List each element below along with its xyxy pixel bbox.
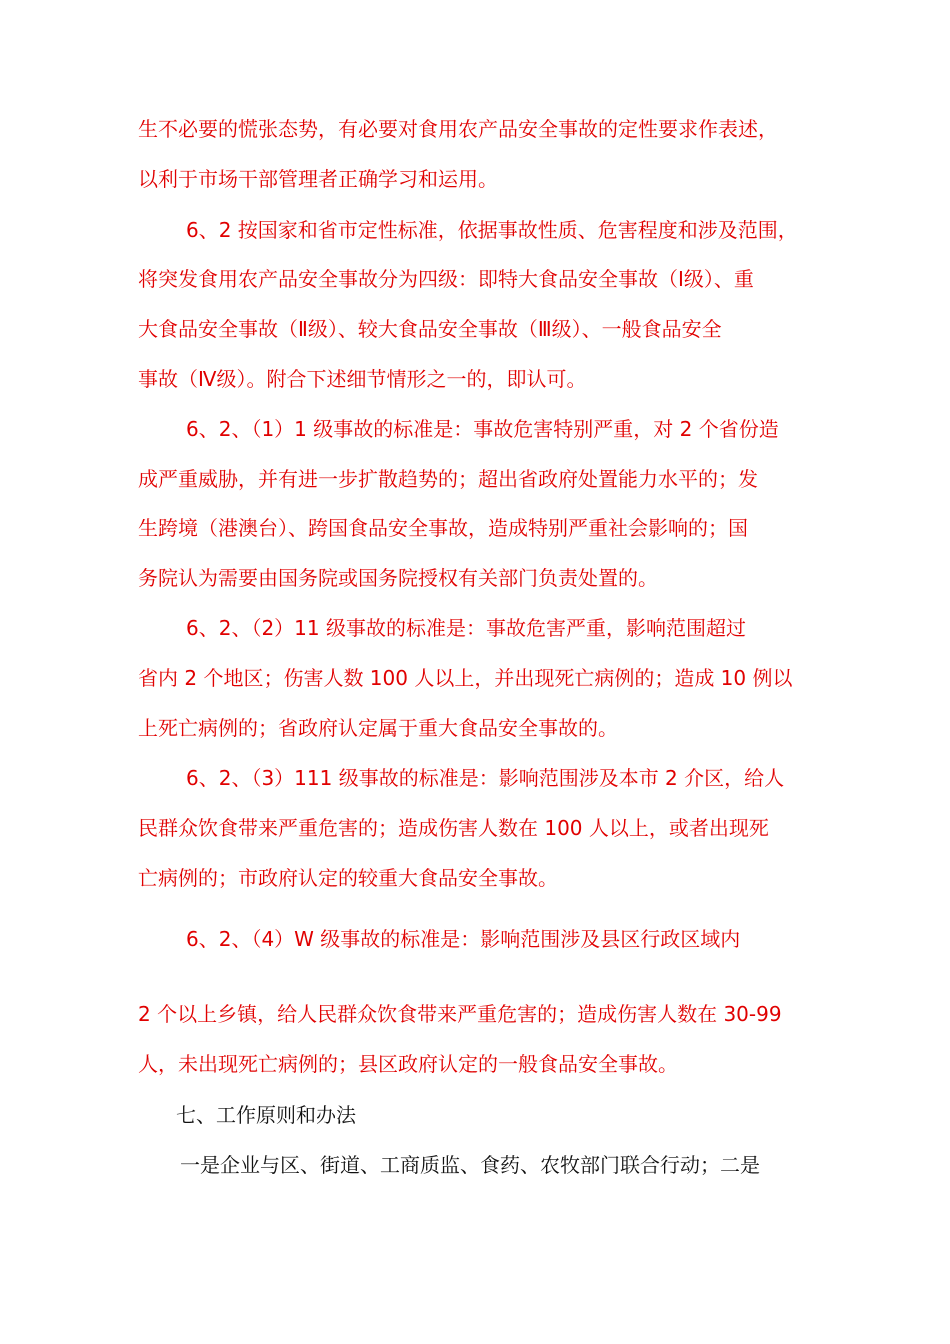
text-line: 省内 2 个地区；伤害人数 100 人以上，并出现死亡病例的；造成 10 例以 — [138, 666, 793, 690]
text-line: 以利于市场干部管理者正确学习和运用。 — [138, 167, 498, 191]
text-line: 将突发食用农产品安全事故分为四级：即特大食品安全事故（Ⅰ级）、重 — [138, 267, 754, 291]
text-line: 6、2、（2）11 级事故的标准是：事故危害严重，影响范围超过 — [186, 616, 746, 640]
text-line: 人，未出现死亡病例的；县区政府认定的一般食品安全事故。 — [138, 1052, 678, 1076]
text-line: 事故（Ⅳ级）。附合下述细节情形之一的，即认可。 — [138, 367, 587, 391]
text-line: 6、2、（1）1 级事故的标准是：事故危害特别严重，对 2 个省份造 — [186, 417, 779, 441]
section-heading: 七、工作原则和办法 — [176, 1103, 356, 1127]
text-line: 2 个以上乡镇，给人民群众饮食带来严重危害的；造成伤害人数在 30-99 — [138, 1002, 782, 1026]
text-line: 亡病例的；市政府认定的较重大食品安全事故。 — [138, 866, 558, 890]
text-line: 一是企业与区、街道、工商质监、食药、农牧部门联合行动；二是 — [180, 1153, 760, 1177]
text-line: 6、2、（3）111 级事故的标准是：影响范围涉及本市 2 介区，给人 — [186, 766, 785, 790]
text-line: 大食品安全事故（Ⅱ级）、较大食品安全事故（Ⅲ级）、一般食品安全 — [138, 317, 722, 341]
text-line: 务院认为需要由国务院或国务院授权有关部门负责处置的。 — [138, 566, 658, 590]
text-line: 生不必要的慌张态势，有必要对食用农产品安全事故的定性要求作表述， — [138, 117, 778, 141]
text-line: 成严重威胁，并有进一步扩散趋势的；超出省政府处置能力水平的；发 — [138, 467, 758, 491]
text-line: 6、2、（4）W 级事故的标准是：影响范围涉及县区行政区域内 — [186, 927, 741, 951]
text-line: 民群众饮食带来严重危害的；造成伤害人数在 100 人以上，或者出现死 — [138, 816, 769, 840]
text-line: 生跨境（港澳台）、跨国食品安全事故，造成特别严重社会影响的；国 — [138, 516, 748, 540]
text-line: 上死亡病例的；省政府认定属于重大食品安全事故的。 — [138, 716, 618, 740]
text-line: 6、2 按国家和省市定性标准，依据事故性质、危害程度和涉及范围， — [186, 218, 798, 242]
